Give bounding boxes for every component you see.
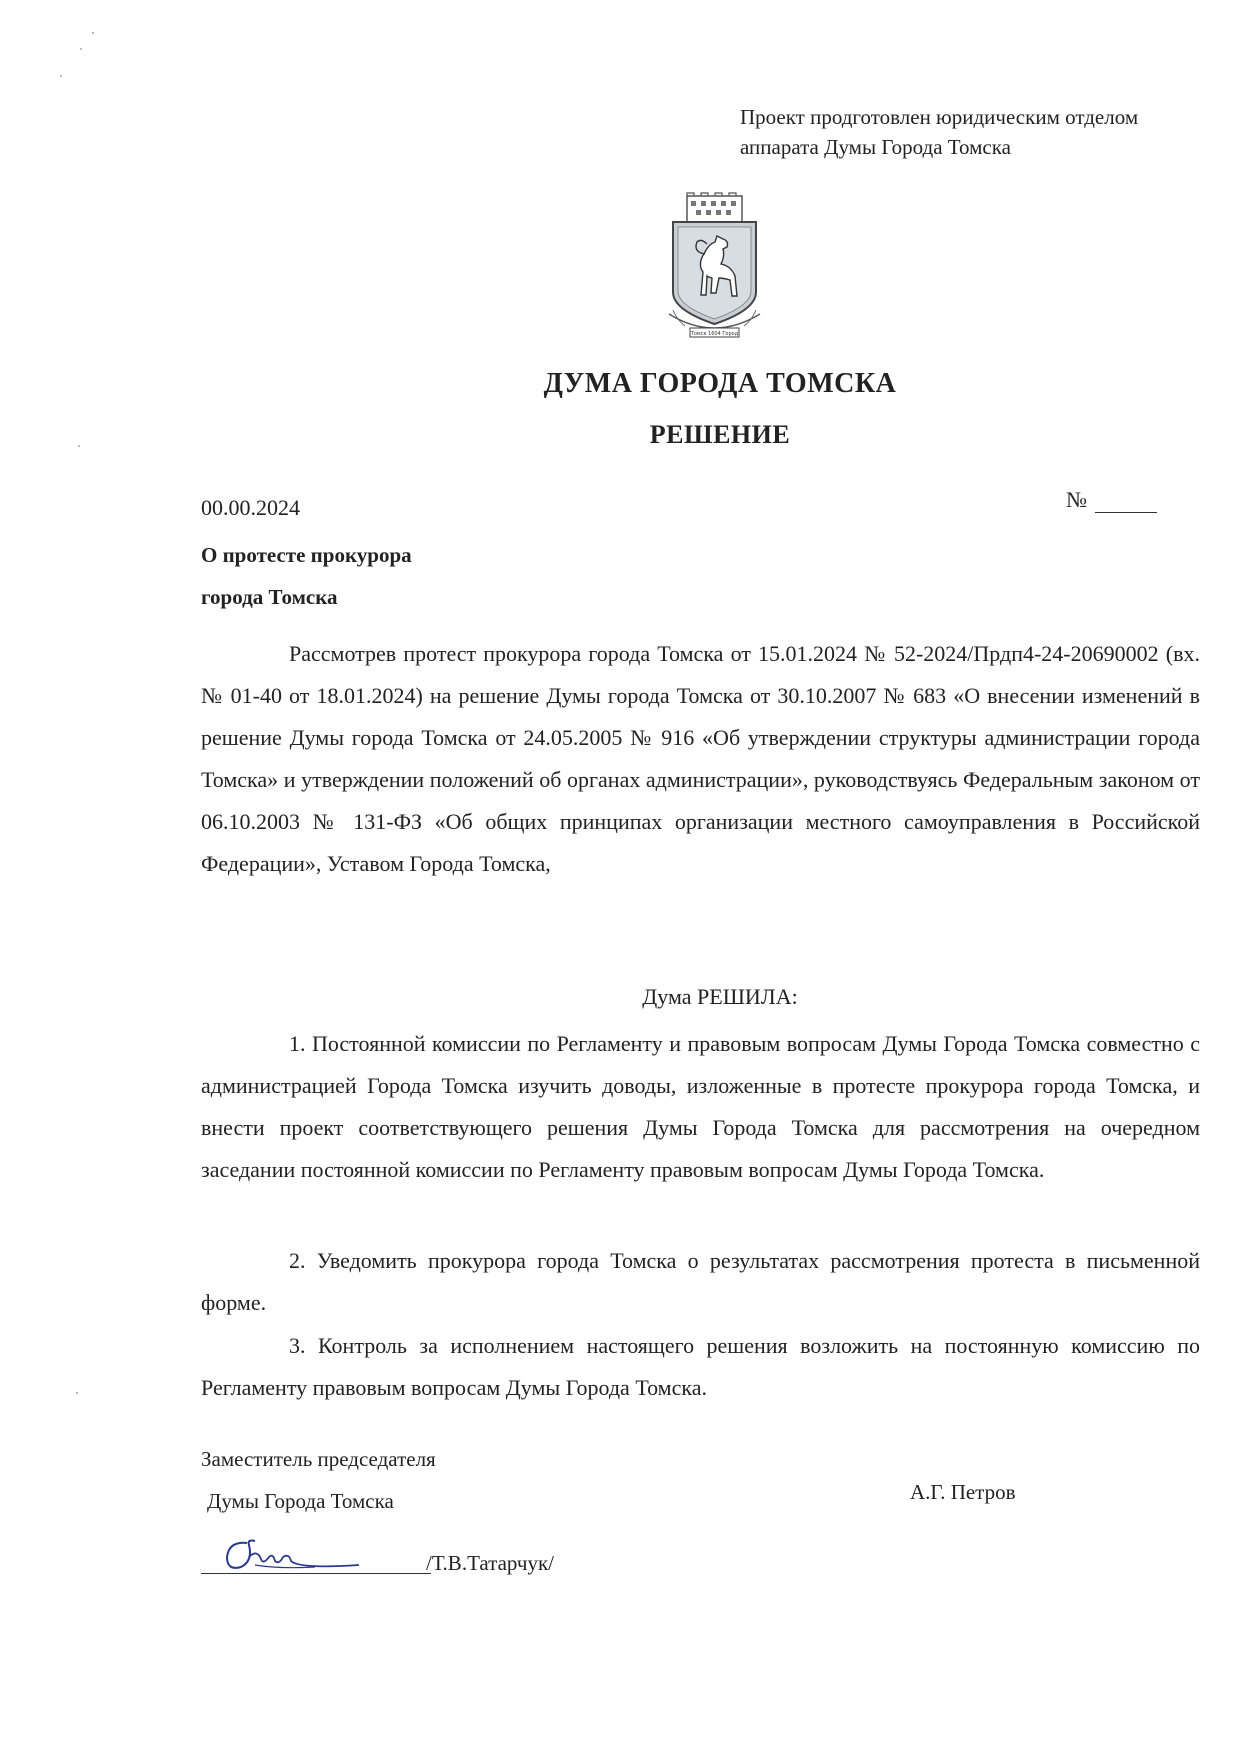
document-type-title: РЕШЕНИЕ xyxy=(649,420,791,449)
prepared-by-note xyxy=(740,102,1220,162)
decided-heading: Дума РЕШИЛА: xyxy=(642,984,798,1009)
subject-line-2: города Томска xyxy=(201,585,338,609)
preamble-paragraph: Рассмотрев протест прокурора города Томска от 15.01.2024 № 52-2024/Прдп4-24-20690002 (вх. № 01-40 от 18.01.2024) на решение Думы города Томска от 30.10.2007 № 683 «О внесении изменений в решение Думы города Томска от 24.05.2005 № 916 «Об утверждении структуры администрации города Томска» и утверждении положений об органах администрации», руководствуясь Федеральным законом от 06.10.2003 № 131-ФЗ «Об общих принципах организации местного самоуправления в Российской Федерации», Уставом Города Томска, xyxy=(201,641,1200,876)
number-blank-line xyxy=(1095,494,1157,513)
organization-title: ДУМА ГОРОДА ТОМСКА xyxy=(543,368,897,399)
resolution-item-2: 2. Уведомить прокурора города Томска о результатах рассмотрения протеста в письменной форме. xyxy=(201,1248,1200,1315)
signer-position-line-2: Думы Города Томска xyxy=(207,1489,394,1513)
document-subject xyxy=(201,534,601,618)
prepared-by-line-1: Проект продготовлен юридическим отделом xyxy=(740,105,1139,129)
resolution-item-3: 3. Контроль за исполнением настоящего решения возложить на постоянную комиссию по Регламенту правовым вопросам Думы Города Томска. xyxy=(201,1333,1200,1400)
scan-speck xyxy=(92,32,94,34)
document-number xyxy=(1066,487,1157,513)
resolution-item-1: 1. Постоянной комиссии по Регламенту и правовым вопросам Думы Города Томска совместно с администрацией Города Томска изучить доводы, изложенные в протесте прокурора города Томска, и внести проект соответствующего решения Думы Города Томска для рассмотрения на очередном заседании постоянной комиссии по Регламенту правовым вопросам Думы Города Томска. xyxy=(201,1031,1200,1182)
signature-line xyxy=(201,1573,431,1574)
scan-speck xyxy=(80,48,82,50)
number-label: № xyxy=(1066,487,1087,512)
signer-position-line-1: Заместитель председателя xyxy=(201,1447,436,1471)
scan-speck xyxy=(60,75,62,77)
approval-signature-block xyxy=(201,1535,621,1585)
signer-position xyxy=(201,1438,436,1522)
prepared-by-line-2: аппарата Думы Города Томска xyxy=(740,135,1011,159)
subject-line-1: О протесте прокурора xyxy=(201,543,412,567)
scan-speck xyxy=(76,1392,78,1394)
approver-name: /Т.В.Татарчук/ xyxy=(426,1551,554,1575)
document-date: 00.00.2024 xyxy=(201,495,300,520)
tomsk-coat-of-arms-icon xyxy=(663,192,766,350)
emblem-ribbon-text: Томск 1604 Город xyxy=(690,331,739,337)
signer-name: А.Г. Петров xyxy=(910,1480,1016,1504)
